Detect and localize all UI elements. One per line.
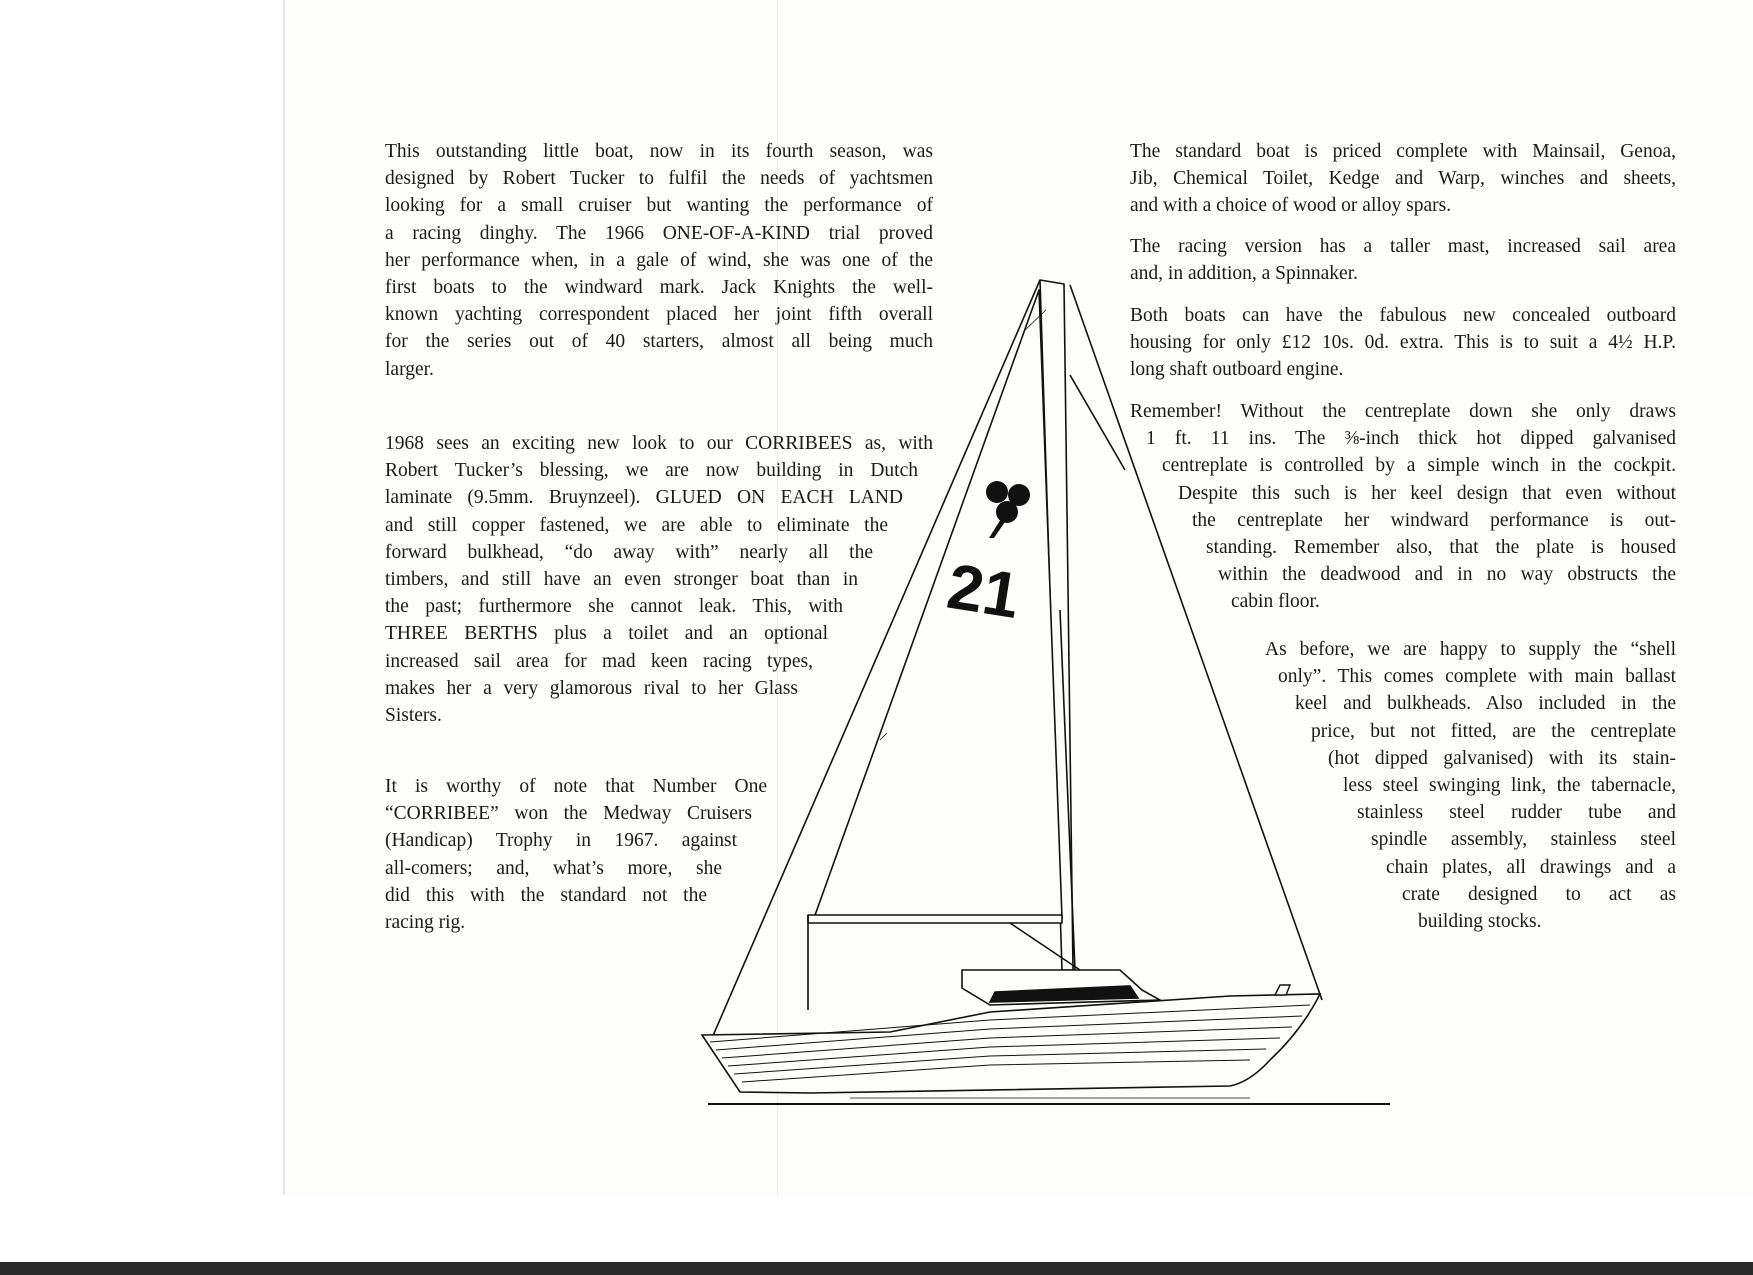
- text-line: spindle assembly, stainless steel: [1371, 829, 1676, 851]
- text-line: THREE BERTHS plus a toilet and an optional: [385, 623, 828, 645]
- text-line: Remember! Without the centreplate down she only draws: [1130, 401, 1676, 422]
- shroud: [1070, 375, 1125, 470]
- text-line: The standard boat is priced complete with Mainsail, Genoa,: [1130, 141, 1676, 162]
- text-line: building stocks.: [1418, 911, 1542, 933]
- backstay: [1070, 285, 1322, 1000]
- text-line: all-comers; and, what’s more, she: [385, 857, 722, 879]
- text-line: increased sail area for mad keen racing types,: [385, 650, 813, 672]
- text-line: (Handicap) Trophy in 1967. against: [385, 830, 737, 852]
- text-line: first boats to the windward mark. Jack Knights the well-: [385, 277, 933, 299]
- text-line: standing. Remember also, that the plate is housed: [1206, 537, 1676, 559]
- text-line: price, but not fitted, are the centreplate: [1311, 720, 1676, 742]
- text-line: The racing version has a taller mast, increased sail area: [1130, 236, 1676, 257]
- boom: [808, 915, 1062, 923]
- text-line: looking for a small cruiser but wanting the performance of: [385, 195, 933, 217]
- scanner-border: [0, 1262, 1753, 1275]
- text-line: designed by Robert Tucker to fulfil the needs of yachtsmen: [385, 168, 933, 190]
- text-line: long shaft outboard engine.: [1130, 359, 1344, 381]
- text-line: laminate (9.5mm. Bruynzeel). GLUED ON EACH LAND: [385, 487, 903, 509]
- text-line: Both boats can have the fabulous new concealed outboard: [1130, 305, 1676, 326]
- text-line: only”. This comes complete with main ballast: [1278, 666, 1676, 688]
- headsail: [814, 290, 1062, 918]
- text-line: and with a choice of wood or alloy spars.: [1130, 195, 1452, 217]
- sail-number: 21: [942, 549, 1025, 632]
- text-line: chain plates, all drawings and a: [1386, 856, 1676, 878]
- text-line: This outstanding little boat, now in its fourth season, was: [385, 141, 933, 162]
- text-line: and still copper fastened, we are able to eliminate the: [385, 514, 888, 536]
- text-line: her performance when, in a gale of wind, she was one of the: [385, 249, 933, 271]
- text-line: Sisters.: [385, 705, 442, 727]
- text-line: makes her a very glamorous rival to her Glass: [385, 677, 798, 699]
- text-line: less steel swinging link, the tabernacle,: [1343, 775, 1676, 797]
- text-line: Despite this such is her keel design that even without: [1178, 482, 1676, 504]
- text-line: timbers, and still have an even stronger boat than in: [385, 569, 858, 591]
- text-line: “CORRIBEE” won the Medway Cruisers: [385, 803, 752, 825]
- text-line: Jib, Chemical Toilet, Kedge and Warp, winches and sheets,: [1130, 168, 1676, 190]
- text-line: forward bulkhead, “do away with” nearly all the: [385, 541, 873, 563]
- text-line: for the series out of 40 starters, almost all being much: [385, 331, 933, 353]
- text-line: known yachting correspondent placed her joint fifth overall: [385, 304, 933, 326]
- standard-boat-paragraph: [1130, 138, 1676, 220]
- text-line: keel and bulkheads. Also included in the: [1295, 693, 1676, 715]
- bow-fitting: [1275, 985, 1290, 995]
- text-line: (hot dipped galvanised) with its stain-: [1328, 747, 1676, 769]
- text-line: the centreplate her windward performance is out-: [1192, 509, 1676, 531]
- sailboat-illustration: [690, 270, 1400, 1120]
- text-line: 1968 sees an exciting new look to our CORRIBEES as, with: [385, 433, 933, 454]
- text-line: stainless steel rudder tube and: [1357, 802, 1676, 824]
- text-line: within the deadwood and in no way obstructs the: [1218, 564, 1676, 586]
- text-line: crate designed to act as: [1402, 883, 1676, 905]
- text-line: It is worthy of note that Number One: [385, 776, 767, 797]
- text-line: As before, we are happy to supply the “shell: [1265, 639, 1676, 660]
- text-line: cabin floor.: [1231, 591, 1320, 613]
- text-line: housing for only £12 10s. 0d. extra. This is to suit a 4½ H.P.: [1130, 332, 1676, 354]
- text-line: centreplate is controlled by a simple winch in the cockpit.: [1162, 455, 1676, 477]
- text-line: 1 ft. 11 ins. The ⅜-inch thick hot dipped galvanised: [1146, 428, 1676, 450]
- text-line: larger.: [385, 358, 434, 380]
- text-line: the past; furthermore she cannot leak. This, with: [385, 596, 843, 618]
- text-line: Robert Tucker’s blessing, we are now building in Dutch: [385, 460, 918, 482]
- text-line: racing rig.: [385, 912, 466, 934]
- page-edge: [283, 0, 285, 1195]
- text-line: did this with the standard not the: [385, 884, 707, 906]
- text-line: a racing dinghy. The 1966 ONE-OF-A-KIND trial proved: [385, 222, 933, 244]
- text-line: and, in addition, a Spinnaker.: [1130, 263, 1359, 285]
